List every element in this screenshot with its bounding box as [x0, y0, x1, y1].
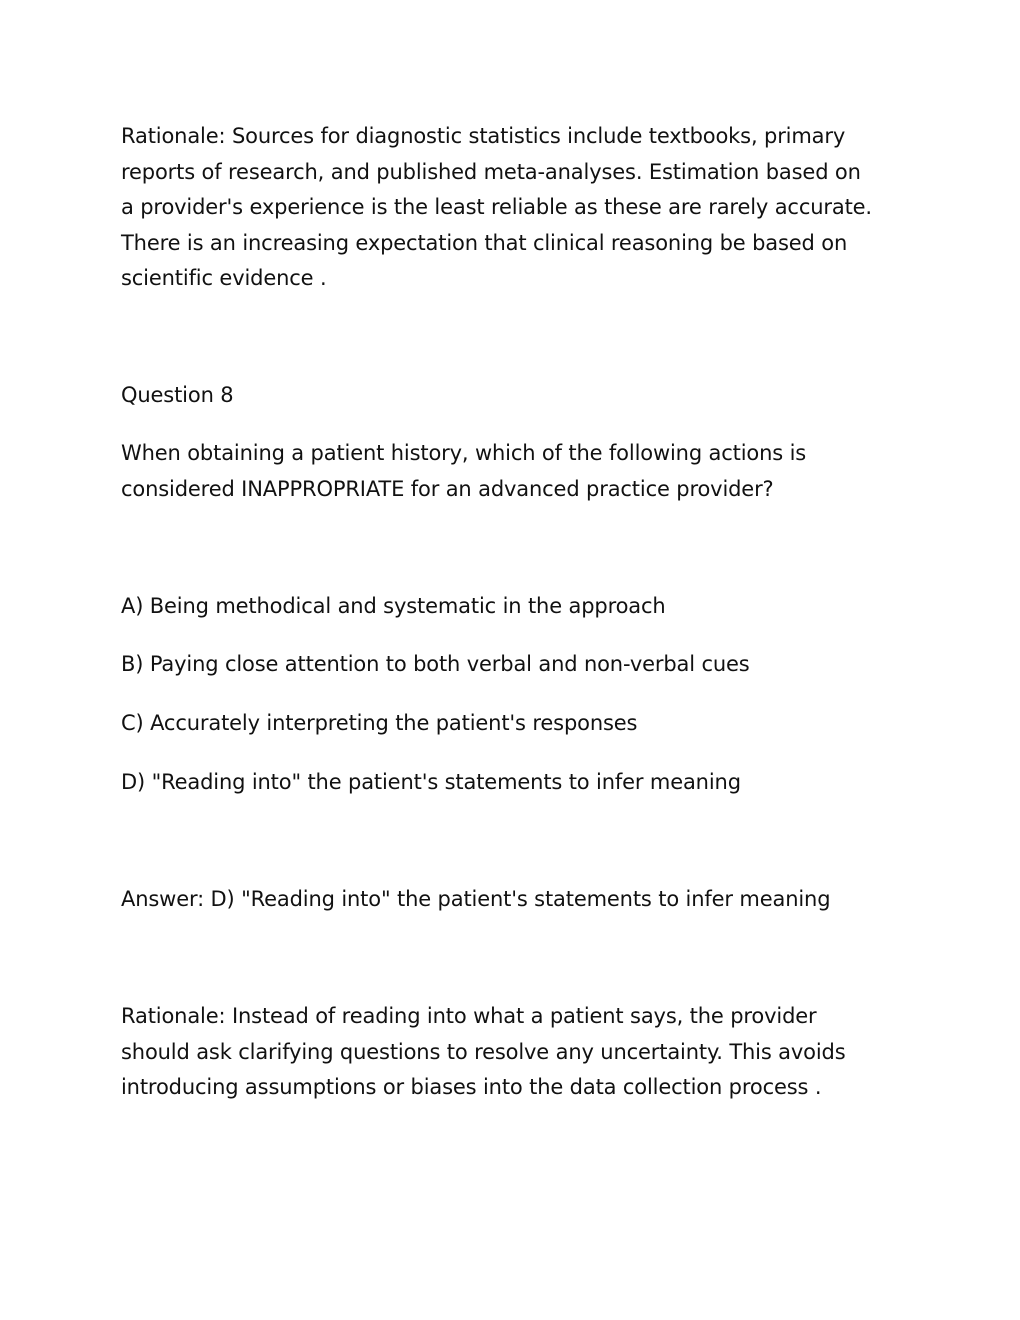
rationale-line: introducing assumptions or biases into the data collection process . [121, 1075, 822, 1099]
option-d: D) "Reading into" the patient's statements to infer meaning [121, 770, 741, 794]
question-heading: Question 8 [121, 383, 234, 407]
rationale-line: scientific evidence . [121, 266, 327, 290]
rationale-line: There is an increasing expectation that clinical reasoning be based on [121, 230, 848, 255]
answer-rationale [121, 999, 911, 1106]
rationale-line: a provider's experience is the least reliable as these are rarely accurate. [121, 195, 872, 219]
rationale-line: Rationale: Instead of reading into what a patient says, the provider [121, 1004, 817, 1028]
option-c: C) Accurately interpreting the patient's responses [121, 711, 638, 735]
previous-rationale [121, 119, 911, 297]
answer-text: Answer: D) "Reading into" the patient's statements to infer meaning [121, 887, 831, 911]
rationale-line: reports of research, and published meta-analyses. Estimation based on [121, 159, 861, 184]
option-b: B) Paying close attention to both verbal and non-verbal cues [121, 652, 750, 676]
question-line: considered INAPPROPRIATE for an advanced practice provider? [121, 476, 774, 501]
rationale-line: Rationale: Sources for diagnostic statistics include textbooks, primary [121, 124, 846, 148]
question-text [121, 436, 911, 507]
rationale-line: should ask clarifying questions to resolve any uncertainty. This avoids [121, 1039, 846, 1064]
question-line: When obtaining a patient history, which of the following actions is [121, 441, 807, 465]
option-a: A) Being methodical and systematic in the approach [121, 594, 666, 618]
